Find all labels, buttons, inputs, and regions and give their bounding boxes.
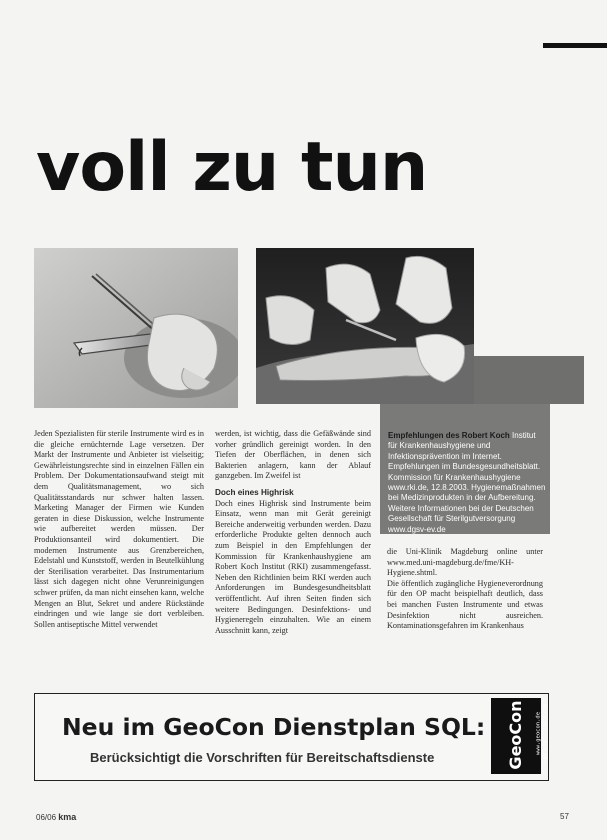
paragraph: Doch eines Highrisk sind Instrumente beim Einsatz, wenn man mit Gerät gereinigt Bereiche anderweitig verbunden werden. Dazu erforderliche Produkte gelten dennoch auch zum Beispiel in den Empfehlungen der Kommission für Krankenhaushygiene am Robert Koch Institut (RKI) zusammengefasst. Neben den Richtlinien beim RKI werden auch Anforderungen im Bundesgesundheitsblatt veröffentlicht. Auf ihren Seiten finden sich weitere Bedingungen. Desinfektions- und Hygieneregeln einzuhalten. Wie an einem Ausschnitt kann, zeigt [215,498,371,635]
info-box-title: Empfehlungen des Robert Koch [388,431,510,440]
photo-side-band [474,356,584,404]
page-number: 57 [560,812,569,821]
logo-website: www.geocon.de [535,711,542,756]
info-box-body: Institut für Krankenhaushygiene und Infektionsprävention im Internet. Empfehlungen im Bundesgesundheitsblatt. Kommission für Krankenhaushygiene www.rki.de, 12.8.2003. Hygienemaßnahmen bei Medizinprodukten in der Aufbereitung. Weitere Informationen bei der Deutschen Gesellschaft für Sterilgutversorgung www.dgsv-ev.de [388,431,546,534]
headline: voll zu tun [36,128,428,207]
article-column-3 [387,547,543,632]
footer [36,812,76,822]
logo-phone: +49 030 - 69625698 [543,703,550,764]
geocon-logo[interactable] [491,698,550,774]
magazine-brand: kma [58,812,77,822]
ad-subtitle: Berücksichtigt die Vorschriften für Bereitschaftsdienste [90,750,435,765]
logo-name: GeoCon [506,700,525,770]
ad-title: Neu im GeoCon Dienstplan SQL: [62,713,486,741]
photo-instruments [34,248,238,408]
article-column-2 [215,429,371,636]
paragraph: Jeden Spezialisten für sterile Instrumente wird es in die gleiche ernüchternde Lage versetzen. Der Markt der Instrumente und Anbieter ist vielseitig; Gewährleistungsrechte sind in einzelnen Fällen ein Problem. Der Dokumentationsaufwand steigt mit dem Qualitätsmanagement, wo sich Qualitätsstandards nur schwer halten lassen. Marketing Manager der Firmen wie Kunden geraten in diese Diskussion, welche Instrumente wie aufbereitet werden müssen. Der Produktionsanteil wird dokumentiert. Die modernen Instrumente aus Grenzbereichen, Edelstahl und Kunststoff, werden in Beutelkühlung der Sterilisation verarbeitet. Das Instrumentarium lässt sich dagegen nicht ohne Verunreinigungen schwer prüfen, da man nicht einsehen kann, welche Mengen an Blut, Sekret und andere Rückstände eindringen und wie lange sie dort verbleiben. Sollen antiseptische Mittel verwendet [34,429,204,629]
article-column-1 [34,429,204,630]
paragraph: die Uni-Klinik Magdeburg online unter www.med.uni-magdeburg.de/fme/KH-Hygiene.shtml. [387,547,543,578]
issue-label: 06/06 [36,813,57,822]
top-rule [543,43,607,48]
paragraph: Die öffentlich zugängliche Hygieneverordnung für den OP macht beispielhaft deutlich, dass bei manchen Fusten Instrumente und etwas Desinfektion nicht ausreichen. Kontaminationsgefahren im Krankenhaus [387,578,543,631]
info-box-text [388,431,546,535]
photo-surgery [256,248,474,404]
paragraph: werden, ist wichtig, dass die Gefäßwände sind vorher gründlich gereinigt worden. In den Tiefen der Oberflächen, in denen sich Bakterien anlagern, kann der Ablauf ganzgeben. Im Zweifel ist [215,429,371,481]
subheading: Doch eines Highrisk [215,487,294,497]
